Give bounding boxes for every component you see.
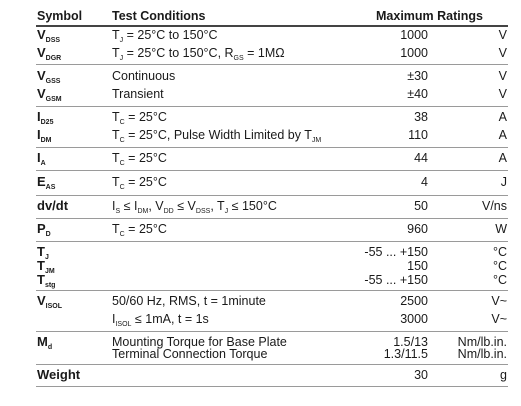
condition-pd: $T_C = 25^\circ C$: [112, 222, 167, 238]
condition-vgss: Continuous: [112, 69, 176, 83]
condition-visol: 50/60 Hz, RMS, t = 1minute: [112, 294, 266, 308]
condition-id25: $T_C = 25^\circ C$: [112, 110, 167, 126]
value-weight: 30: [414, 368, 428, 382]
symbol-vdgr: $V_{DGR}$: [37, 45, 62, 62]
symbol-idm: $I_{DM}$: [37, 127, 52, 144]
row-divider: [36, 106, 508, 107]
unit-vgss: V: [498, 69, 507, 83]
symbol-tstg: $T_{stg}$: [37, 272, 56, 289]
value-eas: 4: [421, 175, 428, 189]
value-vgss: ±30: [407, 69, 428, 83]
condition-md-2: Terminal Connection Torque: [112, 347, 268, 361]
row-divider: [36, 331, 508, 332]
condition-vdss: $T_J = 25^\circ C$ to 150°C: [112, 28, 218, 44]
unit-ia: A: [498, 151, 507, 165]
symbol-vgsm: $V_{GSM}$: [37, 86, 62, 103]
value-md-2: 1.3/11.5: [383, 347, 428, 361]
symbol-id25: $I_{D25}$: [37, 109, 54, 126]
header-divider: [36, 25, 508, 27]
condition-vgsm: Transient: [112, 87, 164, 101]
symbol-vgss: $V_{GSS}$: [37, 68, 61, 85]
row-divider: [36, 147, 508, 148]
row-divider: [36, 170, 508, 171]
unit-md-2: Nm/lb.in.: [457, 347, 507, 361]
unit-vdgr: V: [498, 46, 507, 60]
unit-vgsm: V: [498, 87, 507, 101]
header-symbol: Symbol: [37, 9, 83, 23]
header-test-conditions: Test Conditions: [112, 9, 206, 23]
row-divider: [36, 195, 508, 196]
value-md: 1.5/13: [393, 335, 428, 349]
value-tj: -55 ... +150: [364, 245, 428, 259]
symbol-dvdt: dv/dt: [37, 198, 69, 213]
unit-pd: W: [495, 222, 507, 236]
table-bottom-divider: [36, 386, 508, 387]
unit-visol-2: V~: [491, 312, 507, 326]
row-divider: [36, 290, 508, 291]
symbol-ia: $I_A$: [37, 150, 46, 167]
row-divider: [36, 364, 508, 365]
symbol-md: $M_d$: [37, 334, 53, 351]
unit-visol: V~: [491, 294, 507, 308]
symbol-tjm: $T_{JM}$: [37, 258, 55, 275]
symbol-visol: $V_{ISOL}$: [37, 293, 63, 310]
condition-ia: $T_C = 25^\circ C$: [112, 151, 167, 167]
value-visol-2: 3000: [400, 312, 428, 326]
value-pd: 960: [407, 222, 428, 236]
unit-idm: A: [498, 128, 507, 142]
condition-idm: $T_C = 25^\circ C$, Pulse Width Limited by $T_{JM}$: [112, 128, 322, 144]
condition-visol-2: $I_{ISOL} \le 1mA$, t = 1s: [112, 312, 209, 328]
value-tstg: -55 ... +150: [364, 273, 428, 287]
unit-tstg: °C: [492, 273, 507, 287]
symbol-eas: $E_{AS}$: [37, 174, 56, 191]
value-idm: 110: [408, 128, 428, 142]
condition-vdgr: $T_J = 25^\circ C$ to 150°C, $R_{GS} = 1M\Omega$: [112, 46, 285, 62]
value-vgsm: ±40: [407, 87, 428, 101]
row-divider: [36, 64, 508, 65]
value-vdss: 1000: [400, 28, 428, 42]
value-vdgr: 1000: [400, 46, 428, 60]
value-tjm: 150: [407, 259, 428, 273]
unit-eas: J: [500, 175, 507, 189]
condition-md: Mounting Torque for Base Plate: [112, 335, 287, 349]
unit-tjm: °C: [492, 259, 507, 273]
value-ia: 44: [414, 151, 428, 165]
symbol-tj: $T_J$: [37, 244, 49, 261]
header-maximum-ratings: Maximum Ratings: [376, 9, 483, 23]
condition-eas: $T_C = 25^\circ C$: [112, 175, 167, 191]
unit-weight: g: [500, 368, 507, 382]
value-dvdt: 50: [414, 199, 428, 213]
unit-dvdt: V/ns: [481, 199, 507, 213]
unit-vdss: V: [498, 28, 507, 42]
symbol-weight: Weight: [37, 367, 81, 382]
row-divider: [36, 241, 508, 242]
symbol-vdss: $V_{DSS}$: [37, 27, 61, 44]
value-id25: 38: [414, 110, 428, 124]
value-visol: 2500: [400, 294, 428, 308]
condition-dvdt: $I_S \le I_{DM}$, $V_{DD} \le V_{DSS}$, $T_J \le 150^\circ C$: [112, 199, 277, 215]
unit-tj: °C: [492, 245, 507, 259]
unit-id25: A: [498, 110, 507, 124]
unit-md: Nm/lb.in.: [457, 335, 507, 349]
row-divider: [36, 218, 508, 219]
symbol-pd: $P_D$: [37, 221, 51, 238]
